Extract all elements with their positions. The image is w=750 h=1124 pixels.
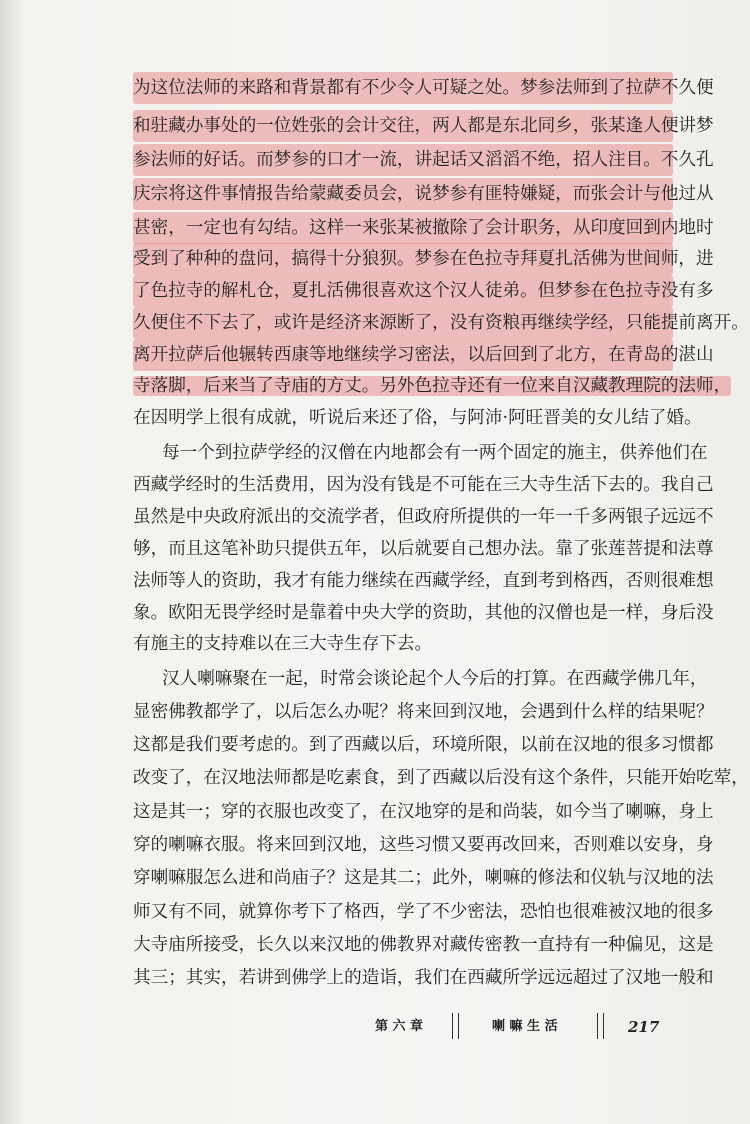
text-line: 改变了，在汉地法师都是吃素食，到了西藏以后没有这个条件，只能开始吃荤， (133, 768, 749, 788)
chapter-label: 第 六 章 (375, 1019, 424, 1034)
text-line: 西藏学经时的生活费用，因为没有钱是不可能在三大寺生活下去的。我自己 (133, 475, 714, 495)
text-line: 庆宗将这件事情报告给蒙藏委员会，说梦参有匪特嫌疑，而张会计与他过从 (133, 178, 673, 210)
text-line: 了色拉寺的解札仓，夏扎活佛很喜欢这个汉人徒弟。但梦参在色拉寺没有多 (133, 275, 673, 307)
text-line: 和驻藏办事处的一位姓张的会计交往，两人都是东北同乡，张某逢人便讲梦 (133, 110, 673, 142)
text-line: 每一个到拉萨学经的汉僧在内地都会有一两个固定的施主，供养他们在 (162, 443, 708, 463)
text-line: 在因明学上很有成就，听说后来还了俗，与阿沛·阿旺晋美的女儿结了婚。 (133, 408, 702, 428)
text-line: 穿的喇嘛衣服。将来回到汉地，这些习惯又要再改回来，否则难以安身，身 (133, 835, 714, 855)
text-line: 大寺庙所接受，长久以来汉地的佛教界对藏传密教一直持有一种偏见，这是 (133, 935, 714, 955)
page-number: 217 (628, 1018, 660, 1036)
text-line: 有施主的支持难以在三大寺生存下去。 (133, 634, 433, 654)
text-line: 这是其一；穿的衣服也改变了，在汉地穿的是和尚装，如今当了喇嘛，身上 (133, 802, 714, 822)
text-line: 久便住不下去了，或许是经济来源断了，没有资粮再继续学经，只能提前离开。 (133, 307, 673, 339)
text-line: 象。欧阳无畏学经时是靠着中央大学的资助，其他的汉僧也是一样，身后没 (133, 603, 714, 623)
text-line: 虽然是中央政府派出的交流学者，但政府所提供的一年一千多两银子远远不 (133, 507, 714, 527)
text-line: 为这位法师的来路和背景都有不少令人可疑之处。梦参法师到了拉萨不久便 (133, 72, 673, 104)
text-line: 甚密，一定也有勾结。这样一来张某被撤除了会计职务，从印度回到内地时 (133, 212, 673, 244)
text-line: 这都是我们要考虑的。到了西藏以后，环境所限，以前在汉地的很多习惯都 (133, 735, 714, 755)
text-line: 受到了种种的盘问，搞得十分狼狈。梦参在色拉寺拜夏扎活佛为世间师，进 (133, 243, 673, 275)
footer-divider (597, 1013, 604, 1039)
text-line: 其三；其实，若讲到佛学上的造诣，我们在西藏所学远远超过了汉地一般和 (133, 968, 714, 988)
text-line: 离开拉萨后他辗转西康等地继续学习密法，以后回到了北方，在青岛的湛山 (133, 339, 673, 371)
text-line: 法师等人的资助，我才有能力继续在西藏学经，直到考到格西，否则很难想 (133, 571, 714, 591)
text-line: 显密佛教都学了，以后怎么办呢？将来回到汉地，会遇到什么样的结果呢？ (133, 702, 714, 722)
text-line: 够，而且这笔补助只提供五年，以后就要自己想办法。靠了张莲菩提和法尊 (133, 539, 714, 559)
text-line: 参法师的好话。而梦参的口才一流，讲起话又滔滔不绝，招人注目。不久孔 (133, 144, 673, 176)
highlighted-text: 寺落脚，后来当了寺庙的方丈。另外色拉寺还有一位来自汉藏教理院的法师， (133, 376, 732, 396)
text-line: 汉人喇嘛聚在一起，时常会谈论起个人今后的打算。在西藏学佛几年， (162, 669, 708, 689)
text-line: 师又有不同，就算你考下了格西，学了不少密法，恐怕也很难被汉地的很多 (133, 902, 714, 922)
footer-divider (452, 1013, 459, 1039)
section-label: 喇 嘛 生 活 (492, 1019, 558, 1034)
text-line (133, 370, 732, 402)
text-line: 穿喇嘛服怎么进和尚庙子？这是其二；此外，喇嘛的修法和仪轨与汉地的法 (133, 868, 714, 888)
